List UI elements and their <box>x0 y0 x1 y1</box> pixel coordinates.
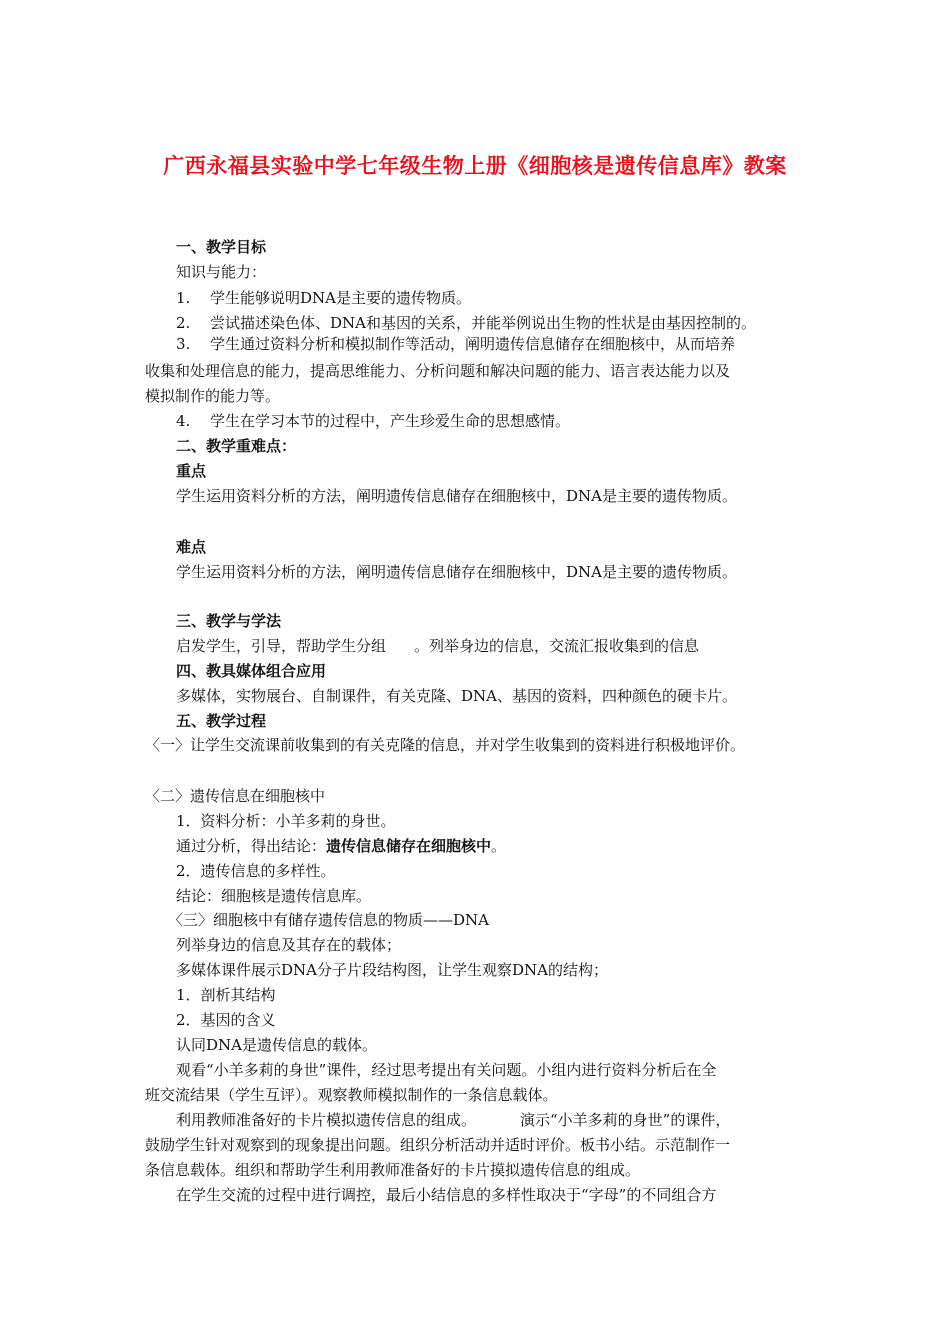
paragraph-2-line-2: 鼓励学生针对观察到的现象提出问题。组织分析活动并适时评价。板书小结。示范制作一 <box>145 1136 731 1154</box>
paragraph-3-line-1: 在学生交流的过程中进行调控，最后小结信息的多样性取决于“字母”的不同组合方 <box>176 1186 717 1204</box>
objective-1-text: 学生能够说明DNA是主要的遗传物质。 <box>210 289 471 307</box>
process-step-2-item-2: 2．遗传信息的多样性。 <box>176 862 336 880</box>
section-3-heading: 三、教学与学法 <box>176 612 282 630</box>
objective-3-text: 学生通过资料分析和模拟制作等活动，阐明遗传信息储存在细胞核中，从而培养 <box>210 335 736 353</box>
key-point-text: 学生运用资料分析的方法，阐明遗传信息储存在细胞核中，DNA是主要的遗传物质。 <box>176 487 737 505</box>
objective-1-number: 1. <box>176 289 191 307</box>
objective-4-text: 学生在学习本节的过程中，产生珍爱生命的思想感情。 <box>210 412 571 430</box>
conclusion-lead: 通过分析，得出结论： <box>176 837 327 855</box>
objective-2-number: 2. <box>176 314 191 332</box>
process-step-2-conclusion <box>176 836 506 856</box>
process-step-2-result: 结论：细胞核是遗传信息库。 <box>176 887 372 905</box>
conclusion-end: 。 <box>491 837 507 855</box>
paragraph-1-line-2: 班交流结果（学生互评）。观察教师模拟制作的一条信息载体。 <box>145 1086 558 1104</box>
paragraph-2-line-3: 条信息载体。组织和帮助学生利用教师准备好的卡片摸拟遗传信息的组成。 <box>145 1161 641 1179</box>
objective-2-text: 尝试描述染色体、DNA和基因的关系，并能举例说出生物的性状是由基因控制的。 <box>210 314 756 332</box>
process-step-3-line-1: 列举身边的信息及其存在的载体； <box>176 936 402 954</box>
conclusion-bold: 遗传信息储存在细胞核中 <box>326 837 492 855</box>
process-step-3-line-2: 多媒体课件展示DNA分子片段结构图，让学生观察DNA的结构； <box>176 961 608 979</box>
section-1-heading: 一、教学目标 <box>176 238 267 256</box>
paragraph-1-line-1: 观看“小羊多莉的身世”课件，经过思考提出有关问题。小组内进行资料分析后在全 <box>176 1061 717 1079</box>
process-step-1: 〈一〉让学生交流课前收集到的有关克隆的信息，并对学生收集到的资料进行积极地评价。 <box>145 736 746 754</box>
process-step-3-line-4: 2．基因的含义 <box>176 1011 276 1029</box>
section-1-subheading: 知识与能力： <box>176 263 267 281</box>
objective-3-number: 3. <box>176 335 191 353</box>
process-step-3-line-3: 1．剖析其结构 <box>176 986 276 1004</box>
section-4-text: 多媒体，实物展台、自制课件，有关克隆、DNA、基因的资料，四种颜色的硬卡片。 <box>176 687 737 705</box>
paragraph-2-line-1-part-2: 演示“小羊多莉的身世”的课件， <box>520 1111 731 1129</box>
difficult-point-text: 学生运用资料分析的方法，阐明遗传信息储存在细胞核中，DNA是主要的遗传物质。 <box>176 563 737 581</box>
key-point-label: 重点 <box>176 462 207 480</box>
section-3-text <box>176 636 699 656</box>
process-step-3-line-5: 认同DNA是遗传信息的载体。 <box>176 1036 377 1054</box>
paragraph-2-line-1-part-1: 利用教师准备好的卡片模拟遗传信息的组成。 <box>176 1111 477 1129</box>
section-3-text-part-2: 。列举身边的信息，交流汇报收集到的信息 <box>414 637 700 655</box>
section-3-text-part-1: 启发学生，引导，帮助学生分组 <box>176 637 387 655</box>
objective-3-continuation-2: 模拟制作的能力等。 <box>145 387 281 405</box>
objective-4 <box>176 411 570 431</box>
objective-3 <box>176 334 735 354</box>
section-2-heading: 二、教学重难点： <box>176 437 297 455</box>
section-5-heading: 五、教学过程 <box>176 712 267 730</box>
objective-3-continuation-1: 收集和处理信息的能力，提高思维能力、分析问题和解决问题的能力、语言表达能力以及 <box>145 362 731 380</box>
process-step-2-item-1: 1．资料分析：小羊多莉的身世。 <box>176 812 396 830</box>
document-title: 广西永福县实验中学七年级生物上册《细胞核是遗传信息库》教案 <box>163 154 787 178</box>
paragraph-2-line-1 <box>176 1110 730 1130</box>
objective-1 <box>176 288 471 308</box>
process-step-2-heading: 〈二〉遗传信息在细胞核中 <box>145 787 326 805</box>
objective-4-number: 4. <box>176 412 191 430</box>
section-4-heading: 四、教具媒体组合应用 <box>176 662 327 680</box>
process-step-3-heading: 〈三〉细胞核中有储存遗传信息的物质——DNA <box>168 911 489 929</box>
difficult-point-label: 难点 <box>176 538 207 556</box>
objective-2 <box>176 313 756 333</box>
